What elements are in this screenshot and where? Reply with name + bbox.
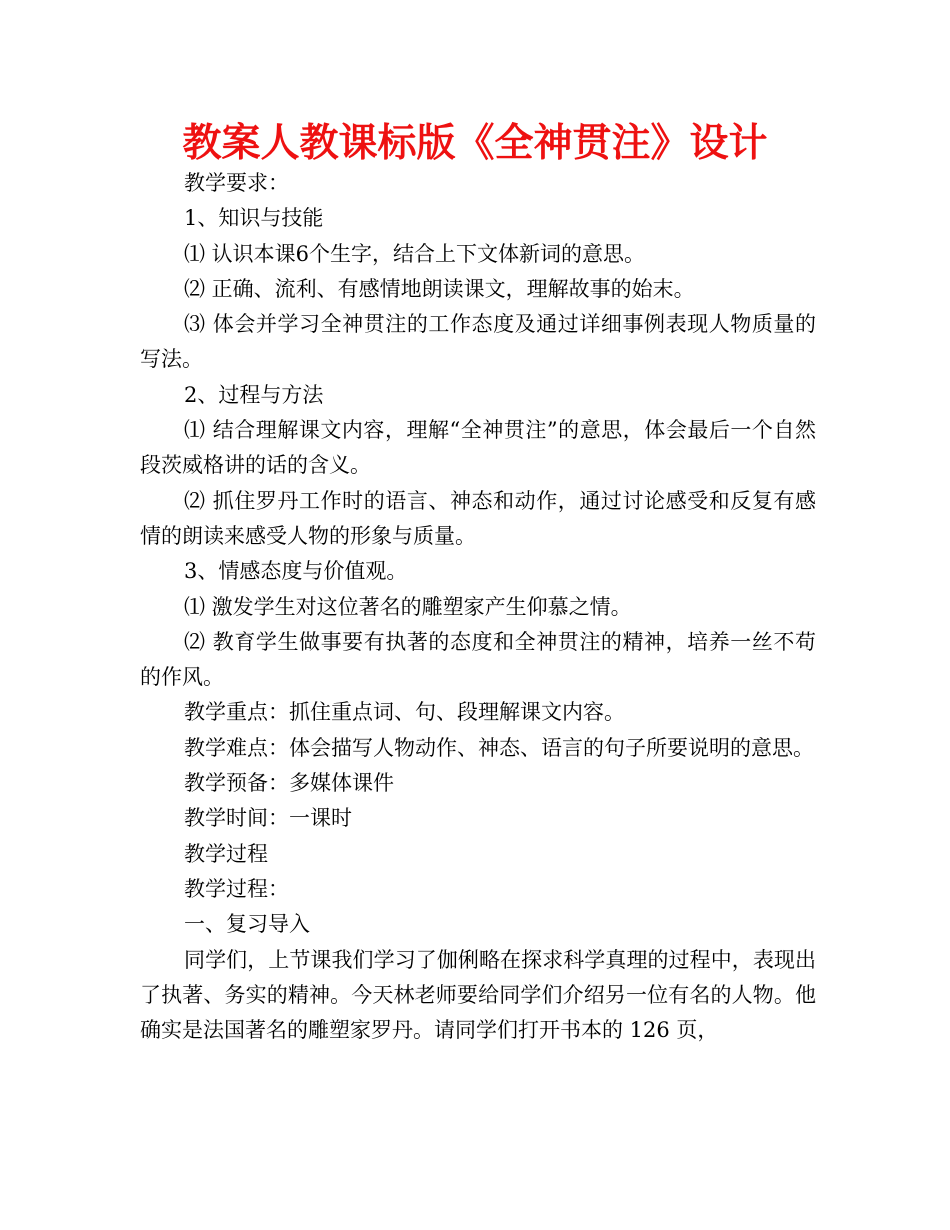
paragraph: 3、情感态度与价值观。 bbox=[184, 559, 408, 584]
paragraph: ⑵ 正确、流利、有感情地朗读课文，理解故事的始末。 bbox=[184, 276, 695, 301]
paragraph: 教学过程： bbox=[184, 876, 289, 901]
paragraph: ⑵ 抓住罗丹工作时的语言、神态和动作，通过讨论感受和反复有感情的朗读来感受人物的形象与质量。 bbox=[140, 488, 816, 548]
document-title: 教案人教课标版《全神贯注》设计 bbox=[182, 121, 768, 166]
paragraph: ⑵ 教育学生做事要有执著的态度和全神贯注的精神，培养一丝不苟的作风。 bbox=[140, 629, 816, 690]
paragraph: ⑴ 激发学生对这位著名的雕塑家产生仰慕之情。 bbox=[184, 594, 632, 619]
paragraph: 一、复习导入 bbox=[184, 912, 310, 937]
paragraph: ⑴ 结合理解课文内容，理解“全神贯注”的意思，体会最后一个自然段茨威格讲的话的含义。 bbox=[140, 418, 816, 478]
paragraph: 教学难点：体会描写人物动作、神态、语言的句子所要说明的意思。 bbox=[184, 735, 814, 760]
paragraph: 教学过程 bbox=[184, 841, 268, 866]
paragraph: ⑴ 认识本课6个生字，结合上下文体新词的意思。 bbox=[184, 241, 646, 266]
paragraph: 1、知识与技能 bbox=[184, 206, 324, 231]
paragraph: 同学们，上节课我们学习了伽俐略在探求科学真理的过程中，表现出了执著、务实的精神。今天林老师要给同学们介绍另一位有名的人物。他确实是法国著名的雕塑家罗丹。请同学们打开书本的 126 页， bbox=[140, 947, 816, 1043]
paragraph: 教学预备：多媒体课件 bbox=[184, 771, 394, 796]
paragraph: 教学要求： bbox=[184, 171, 289, 195]
document-body bbox=[140, 166, 816, 1048]
paragraph: 2、过程与方法 bbox=[184, 382, 324, 407]
paragraph: ⑶ 体会并学习全神贯注的工作态度及通过详细事例表现人物质量的写法。 bbox=[140, 312, 816, 372]
paragraph: 教学重点：抓住重点词、句、段理解课文内容。 bbox=[184, 700, 625, 725]
paragraph: 教学时间：一课时 bbox=[184, 806, 352, 831]
